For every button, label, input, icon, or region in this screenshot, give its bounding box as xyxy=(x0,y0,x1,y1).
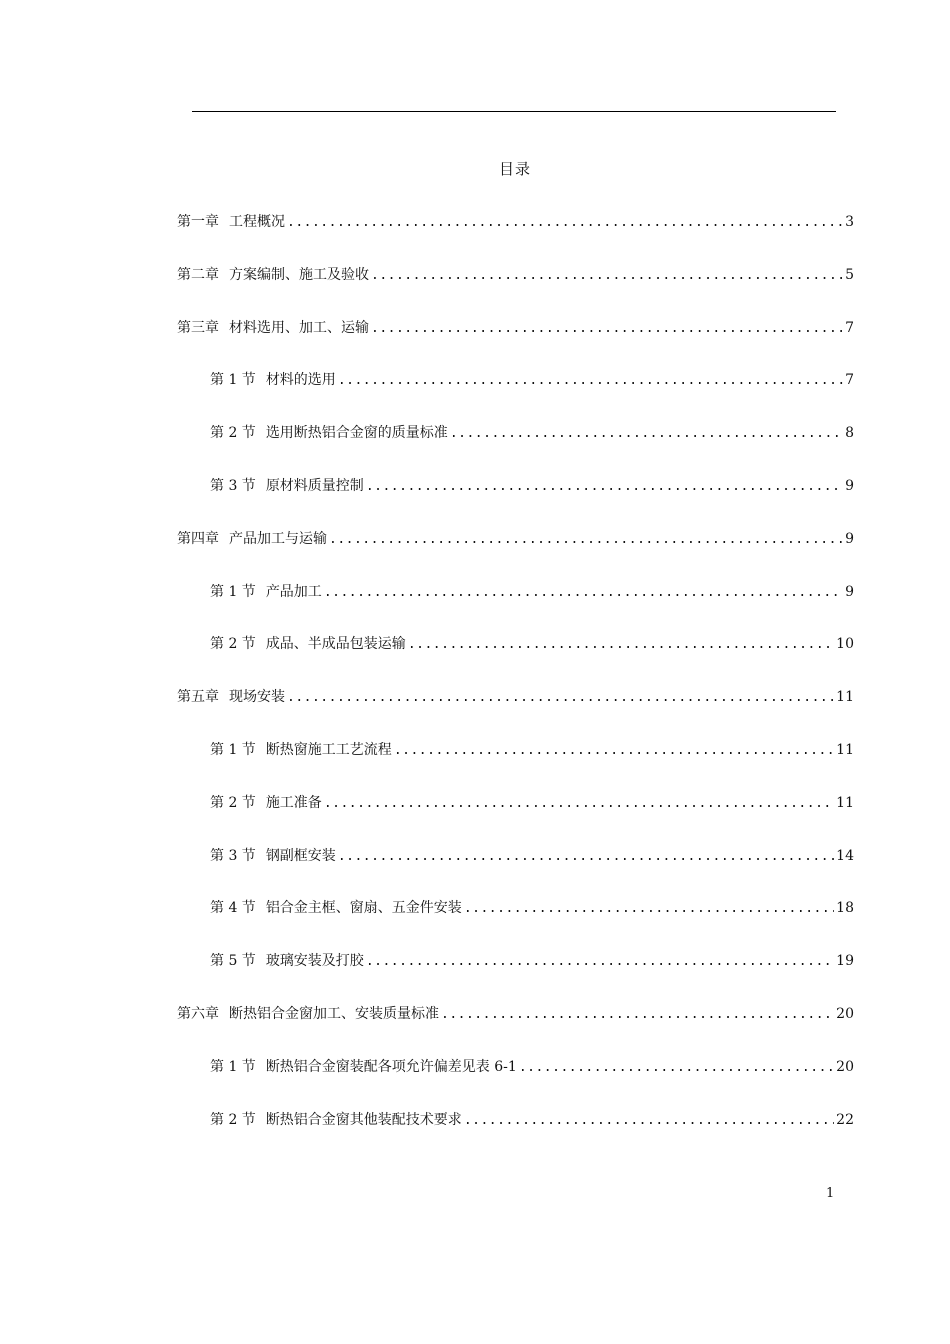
entry-label: 断热窗施工工艺流程 xyxy=(265,742,392,758)
entry-page-number: 7 xyxy=(845,372,854,389)
entry-label: 断热铝合金窗其他装配技术要求 xyxy=(265,1111,462,1128)
entry-page-number: 9 xyxy=(845,478,854,494)
entry-page-number: 9 xyxy=(845,583,854,600)
toc-section-entry[interactable] xyxy=(210,896,854,920)
toc-section-entry[interactable] xyxy=(210,632,854,656)
entry-number: 第六章 xyxy=(177,1006,219,1022)
entry-number: 第五章 xyxy=(177,689,219,706)
entry-label: 施工准备 xyxy=(265,794,322,811)
toc-section-entry[interactable] xyxy=(210,368,854,392)
entry-number: 第一章 xyxy=(177,214,219,230)
entry-page-number: 8 xyxy=(845,425,854,442)
entry-label: 钢副框安装 xyxy=(265,847,336,864)
entry-number: 第 2 节 xyxy=(210,794,256,811)
toc-section-entry[interactable] xyxy=(210,844,854,868)
entry-page-number: 20 xyxy=(836,1058,854,1075)
dot-leader xyxy=(519,1056,834,1080)
entry-label: 产品加工 xyxy=(265,583,322,600)
toc-chapter-entry[interactable] xyxy=(177,316,854,340)
entry-page-number: 22 xyxy=(836,1111,854,1128)
entry-page-number: 5 xyxy=(845,266,854,283)
dot-leader xyxy=(338,845,834,869)
entry-number: 第 3 节 xyxy=(210,478,256,494)
toc-section-entry[interactable] xyxy=(210,1108,854,1132)
toc-title: 目录 xyxy=(498,160,531,178)
entry-number: 第 3 节 xyxy=(210,847,256,864)
entry-number: 第二章 xyxy=(177,266,219,283)
dot-leader xyxy=(464,1109,834,1133)
entry-label: 原材料质量控制 xyxy=(265,478,364,494)
dot-leader xyxy=(366,950,834,974)
entry-page-number: 20 xyxy=(836,1006,854,1022)
toc-section-entry[interactable] xyxy=(210,474,854,498)
entry-label: 工程概况 xyxy=(229,214,285,230)
entry-label: 方案编制、施工及验收 xyxy=(229,266,369,283)
entry-page-number: 11 xyxy=(836,742,854,758)
toc-section-entry[interactable] xyxy=(210,1055,854,1079)
entry-number: 第 1 节 xyxy=(210,742,256,758)
entry-label: 断热铝合金窗装配各项允许偏差见表 6-1 xyxy=(265,1058,517,1075)
dot-leader xyxy=(287,686,834,710)
entry-label: 选用断热铝合金窗的质量标准 xyxy=(265,425,448,442)
toc-section-entry[interactable] xyxy=(210,949,854,973)
entry-label: 成品、半成品包装运输 xyxy=(265,636,406,653)
entry-number: 第 1 节 xyxy=(210,1058,256,1075)
dot-leader xyxy=(394,739,834,763)
entry-page-number: 11 xyxy=(836,794,854,811)
entry-page-number: 18 xyxy=(836,900,854,917)
entry-page-number: 3 xyxy=(845,214,854,230)
entry-label: 材料的选用 xyxy=(265,372,336,389)
dot-leader xyxy=(441,1003,834,1027)
toc-section-entry[interactable] xyxy=(210,421,854,445)
toc-chapter-entry[interactable] xyxy=(177,527,854,551)
entry-page-number: 11 xyxy=(836,689,854,706)
dot-leader xyxy=(329,528,843,552)
toc-chapter-entry[interactable] xyxy=(177,685,854,709)
header-rule xyxy=(192,111,836,112)
entry-label: 现场安装 xyxy=(229,689,285,706)
entry-number: 第 5 节 xyxy=(210,953,256,970)
entry-label: 材料选用、加工、运输 xyxy=(229,319,369,336)
entry-page-number: 19 xyxy=(836,953,854,970)
toc-section-entry[interactable] xyxy=(210,791,854,815)
entry-page-number: 9 xyxy=(845,530,854,547)
entry-number: 第 2 节 xyxy=(210,425,256,442)
toc-chapter-entry[interactable] xyxy=(177,210,854,234)
entry-number: 第 1 节 xyxy=(210,372,256,389)
entry-number: 第四章 xyxy=(177,530,219,547)
entry-number: 第 1 节 xyxy=(210,583,256,600)
dot-leader xyxy=(371,264,843,288)
toc-chapter-entry[interactable] xyxy=(177,263,854,287)
entry-page-number: 14 xyxy=(836,847,854,864)
entry-label: 玻璃安装及打胶 xyxy=(265,953,364,970)
dot-leader xyxy=(366,475,843,499)
entry-page-number: 7 xyxy=(845,319,854,336)
entry-label: 铝合金主框、窗扇、五金件安装 xyxy=(265,900,462,917)
dot-leader xyxy=(338,369,843,393)
entry-page-number: 10 xyxy=(836,636,854,653)
toc-chapter-entry[interactable] xyxy=(177,1002,854,1026)
toc-section-entry[interactable] xyxy=(210,580,854,604)
toc-section-entry[interactable] xyxy=(210,738,854,762)
entry-number: 第 2 节 xyxy=(210,1111,256,1128)
entry-label: 产品加工与运输 xyxy=(229,530,327,547)
entry-number: 第 4 节 xyxy=(210,900,256,917)
dot-leader xyxy=(408,633,834,657)
page-number: 1 xyxy=(826,1186,835,1201)
dot-leader xyxy=(287,211,843,235)
dot-leader xyxy=(464,897,834,921)
entry-number: 第 2 节 xyxy=(210,636,256,653)
dot-leader xyxy=(371,317,843,341)
entry-label: 断热铝合金窗加工、安装质量标准 xyxy=(229,1006,439,1022)
dot-leader xyxy=(324,792,834,816)
entry-number: 第三章 xyxy=(177,319,219,336)
dot-leader xyxy=(324,581,843,605)
dot-leader xyxy=(450,422,843,446)
